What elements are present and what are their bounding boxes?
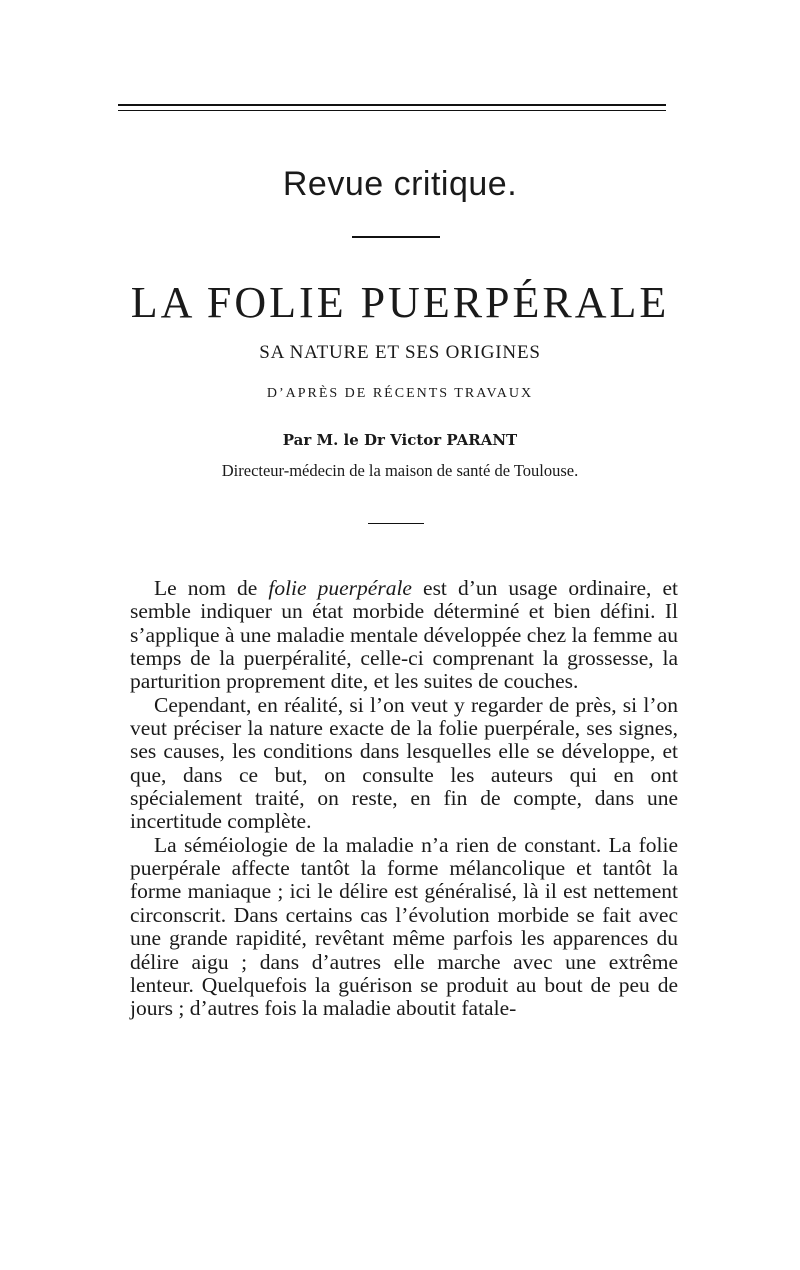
paragraph-1	[130, 577, 678, 694]
header-rule-thin	[118, 110, 666, 111]
author-affiliation: Directeur-médecin de la maison de santé de Toulouse.	[221, 461, 579, 480]
byline-divider	[368, 523, 424, 524]
article-title: LA FOLIE PUERPÉRALE	[130, 278, 670, 327]
author-line: Par M. le Dr Victor PARANT	[282, 431, 518, 449]
article-subtitle: SA NATURE ET SES ORIGINES	[259, 342, 541, 363]
paragraph-2: Cependant, en réalité, si l’on veut y regarder de près, si l’on veut préciser la nature exacte de la folie puerpérale, ses signes, ses causes, les conditions dans lesquelles elle se développe, et que, dans ce but, on consulte les auteurs qui en ont spécialement traité, on reste, en fin de compte, dans une incertitude complète.	[130, 692, 678, 834]
term-folie-puerperale: folie puerpérale	[268, 576, 412, 600]
header-rule-thick	[118, 104, 666, 106]
paragraph-1-lead: Le nom de	[154, 576, 269, 600]
article-subtitle-secondary: D’APRÈS DE RÉCENTS TRAVAUX	[266, 386, 534, 401]
section-title: Revue critique.	[282, 165, 518, 203]
section-divider	[352, 236, 440, 238]
article-body	[130, 577, 678, 1021]
paragraph-3: La séméiologie de la maladie n’a rien de constant. La folie puerpérale affecte tantôt la forme mélancolique et tantôt la forme maniaque ; ici le délire est généralisé, là il est nettement circonscrit. Dans certains cas l’évolution morbide se fait avec une grande rapidité, revêtant même parfois les apparences du délire aigu ; dans d’autres elle marche avec une extrême lenteur. Quelquefois la guérison se produit au bout de peu de jours ; d’autres fois la maladie aboutit fatale-	[130, 832, 678, 1021]
paragraph-1-rest: est d’un usage ordinaire, et semble indiquer un état morbide déterminé et bien défini. Il s’applique à une maladie mentale développée chez la femme au temps de la puerpéralité, celle-ci comprenant la grossesse, la parturition proprement dite, et les suites de couches.	[130, 576, 678, 694]
